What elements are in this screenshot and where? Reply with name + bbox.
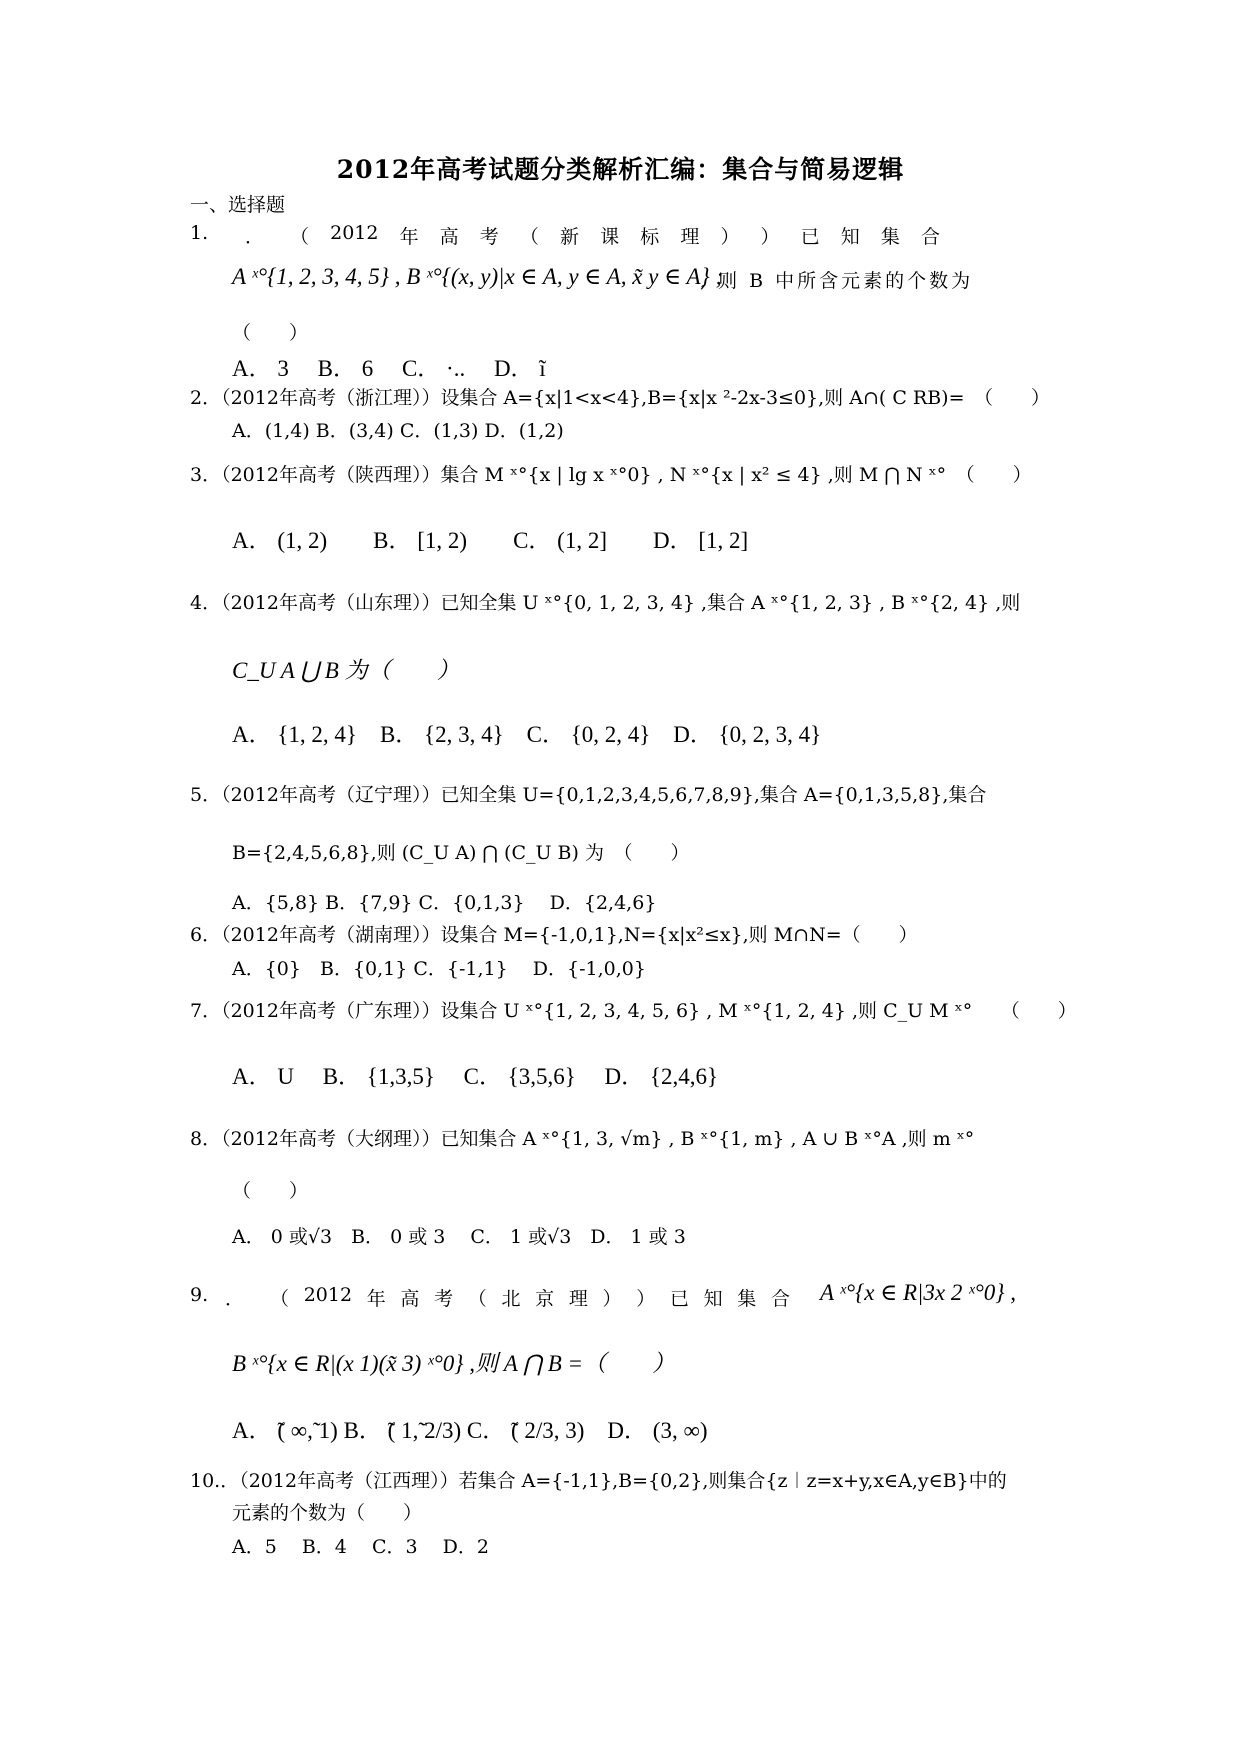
- question-8-options: A． 0 或√3 B． 0 或 3 C． 1 或√3 D． 1 或 3: [232, 1226, 686, 1248]
- question-2-stem: 2．（2012年高考（浙江理））设集合 A={x|1<x<4},B={x|x ²-2x-3≤0},则 A∩( C RB)= （ ）: [190, 387, 1050, 409]
- question-5-stem: 5．（2012年高考（辽宁理））已知全集 U={0,1,2,3,4,5,6,7,8,9},集合 A={0,1,3,5,8},集合: [190, 784, 987, 806]
- question-1-math: A ˣ°{1, 2, 3, 4, 5} , B ˣ°{(x, y)|x ∈ A, y ∈ A, x̃ y ∈ A} ;: [232, 264, 724, 289]
- question-4-options: A． {1, 2, 4} B． {2, 3, 4} C． {0, 2, 4} D． {0, 2, 3, 4}: [232, 722, 822, 747]
- question-6-options: A．{0} B．{0,1} C．{-1,1} D．{-1,0,0}: [232, 958, 646, 980]
- question-9-source: （ 2012 年 高 考 （ 北 京 理 ） ） 已 知 集 合: [270, 1284, 790, 1310]
- question-3-stem: 3．（2012年高考（陕西理））集合 M ˣ°{x | lg x ˣ°0} , N ˣ°{x | x² ≤ 4} ,则 M ⋂ N ˣ° （ ）: [190, 464, 1032, 486]
- section-heading: 一、选择题: [190, 194, 286, 216]
- question-4-stem: 4．（2012年高考（山东理））已知全集 U ˣ°{0, 1, 2, 3, 4} ,集合 A ˣ°{1, 2, 3} , B ˣ°{2, 4} ,则: [190, 592, 1021, 614]
- question-9-number: 9.: [190, 1284, 209, 1306]
- question-9-dot: ．: [225, 1288, 245, 1310]
- question-1-dot: ．: [245, 226, 265, 248]
- question-1-options: A． 3 B． 6 C． ·.. D． ĩ: [232, 356, 546, 381]
- document-title: 2012年高考试题分类解析汇编：集合与简易逻辑: [336, 155, 905, 184]
- question-2-options: A．(1,4) B．(3,4) C．(1,3) D．(1,2): [232, 420, 564, 442]
- question-7-stem: 7．（2012年高考（广东理））设集合 U ˣ°{1, 2, 3, 4, 5, 6} , M ˣ°{1, 2, 4} ,则 C_U M ˣ° （ ）: [190, 1000, 1077, 1022]
- question-10-continuation: 元素的个数为（ ）: [232, 1502, 423, 1524]
- question-8-stem: 8．（2012年高考（大纲理））已知集合 A ˣ°{1, 3, √m} , B ˣ°{1, m} , A ∪ B ˣ°A ,则 m ˣ°: [190, 1128, 975, 1150]
- question-4-continuation: C_U A ⋃ B 为（ ）: [232, 658, 460, 683]
- question-5-options: A．{5,8} B．{7,9} C．{0,1,3} D．{2,4,6}: [232, 892, 657, 914]
- question-1-paren: （ ）: [232, 322, 309, 344]
- question-8-paren: （ ）: [232, 1180, 309, 1202]
- question-9-options: A． ̃( ∞,̃ 1) B． ̃( 1,̃ 2/3) C． ̃( 2/3, 3) D． (3, ∞): [232, 1418, 708, 1443]
- question-1-number: 1.: [190, 222, 209, 244]
- question-1-source: （ 2012 年 高 考 （ 新 课 标 理 ） ） 已 知 集 合: [290, 222, 940, 248]
- question-10-options: A．5 B．4 C．3 D．2: [232, 1536, 489, 1558]
- question-3-options: A． (1, 2) B． [1, 2) C． (1, 2] D． [1, 2]: [232, 528, 749, 553]
- question-7-options: A． U B． {1,3,5} C． {3,5,6} D． {2,4,6}: [232, 1064, 718, 1089]
- question-9-continuation: B ˣ°{x ∈ R|(x 1)(x̃ 3) ˣ°0} ,则 A ⋂ B =（ ）: [232, 1351, 676, 1376]
- question-10-stem: 10.．（2012年高考（江西理））若集合 A={-1,1},B={0,2},则集合{z︱z=x+y,x∈A,y∈B}中的: [190, 1470, 1007, 1492]
- question-1-tail: , 则 B 中所含元素的个数为: [700, 270, 974, 292]
- question-6-stem: 6．（2012年高考（湖南理））设集合 M={-1,0,1},N={x|x²≤x},则 M∩N=（ ）: [190, 924, 918, 946]
- question-9-math: A ˣ°{x ∈ R|3x 2 ˣ°0} ,: [820, 1280, 1016, 1305]
- question-5-continuation: B={2,4,5,6,8},则 (C_U A) ⋂ (C_U B) 为 （ ）: [232, 842, 690, 864]
